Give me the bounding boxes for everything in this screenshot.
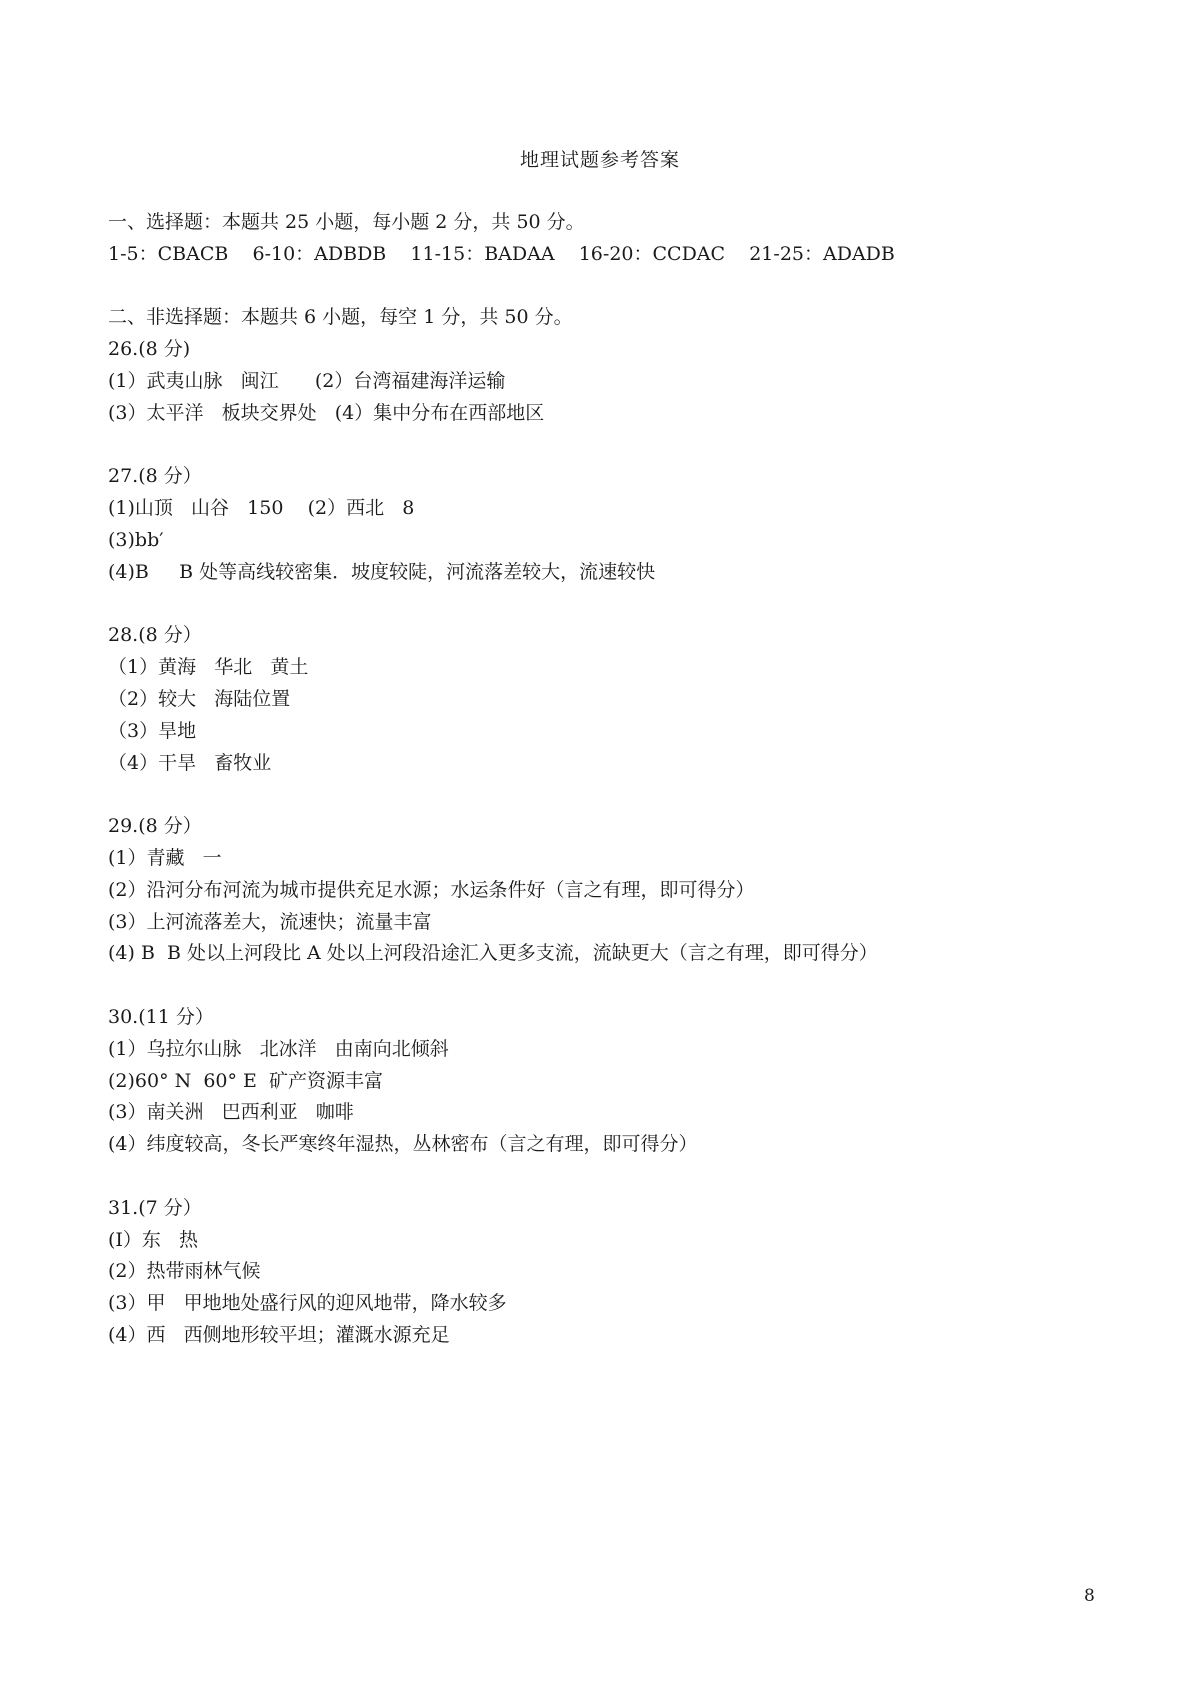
q28-line: （3）旱地 xyxy=(108,719,197,742)
q31-line: (2）热带雨林气候 xyxy=(108,1260,261,1283)
page-title: 地理试题参考答案 xyxy=(519,149,680,171)
section1-answers: 1-5：CBACB 6-10：ADBDB 11-15：BADAA 16-20：CCDAC 21-25：ADADB xyxy=(108,242,895,265)
q30-header: 30.(11 分） xyxy=(108,1005,214,1028)
q29-line: (4) B B 处以上河段比 A 处以上河段沿途汇入更多支流，流缺更大（言之有理，即可得分） xyxy=(108,942,878,965)
q29-line: (3）上河流落差大，流速快；流量丰富 xyxy=(108,910,432,933)
q29-line: (1）青藏 一 xyxy=(108,846,222,869)
q31-line: (I）东 热 xyxy=(108,1228,199,1251)
q30-line: (1）乌拉尔山脉 北冰洋 由南向北倾斜 xyxy=(108,1037,449,1060)
page-number: 8 xyxy=(1084,1586,1095,1606)
q30-line: (4）纬度较高，冬长严寒终年湿热，丛林密布（言之有理，即可得分） xyxy=(108,1133,698,1156)
q29-header: 29.(8 分） xyxy=(108,815,202,838)
q28-line: （4）干旱 畜牧业 xyxy=(108,751,272,774)
q28-header: 28.(8 分） xyxy=(108,624,202,647)
q31-line: (4）西 西侧地形较平坦；灌溉水源充足 xyxy=(108,1323,450,1346)
section1-heading: 一、选择题：本题共 25 小题，每小题 2 分，共 50 分。 xyxy=(108,211,585,233)
q30-line: (3）南关洲 巴西利亚 咖啡 xyxy=(108,1101,354,1124)
section2-heading: 二、非选择题：本题共 6 小题，每空 1 分，共 50 分。 xyxy=(108,306,573,329)
q26-line: (3）太平洋 板块交界处 (4）集中分布在西部地区 xyxy=(108,401,545,424)
q27-line: (4)B B 处等高线较密集．坡度较陡，河流落差较大，流速较快 xyxy=(108,560,656,583)
q27-line: (1)山顶 山谷 150 (2）西北 8 xyxy=(108,497,415,520)
q29-line: (2）沿河分布河流为城市提供充足水源；水运条件好（言之有理，即可得分） xyxy=(108,878,755,901)
q31-header: 31.(7 分） xyxy=(108,1196,202,1219)
q28-line: （2）较大 海陆位置 xyxy=(108,687,291,710)
q28-line: （1）黄海 华北 黄土 xyxy=(108,656,309,679)
q31-line: (3）甲 甲地地处盛行风的迎风地带，降水较多 xyxy=(108,1292,507,1315)
q26-header: 26.(8 分) xyxy=(108,338,191,361)
answer-content xyxy=(108,207,1108,1352)
q30-line: (2)60° N 60° E 矿产资源丰富 xyxy=(108,1069,383,1092)
q26-line: (1）武夷山脉 闽江 (2）台湾福建海洋运输 xyxy=(108,369,506,392)
q27-line: (3)bb′ xyxy=(108,528,164,551)
q27-header: 27.(8 分） xyxy=(108,465,202,488)
